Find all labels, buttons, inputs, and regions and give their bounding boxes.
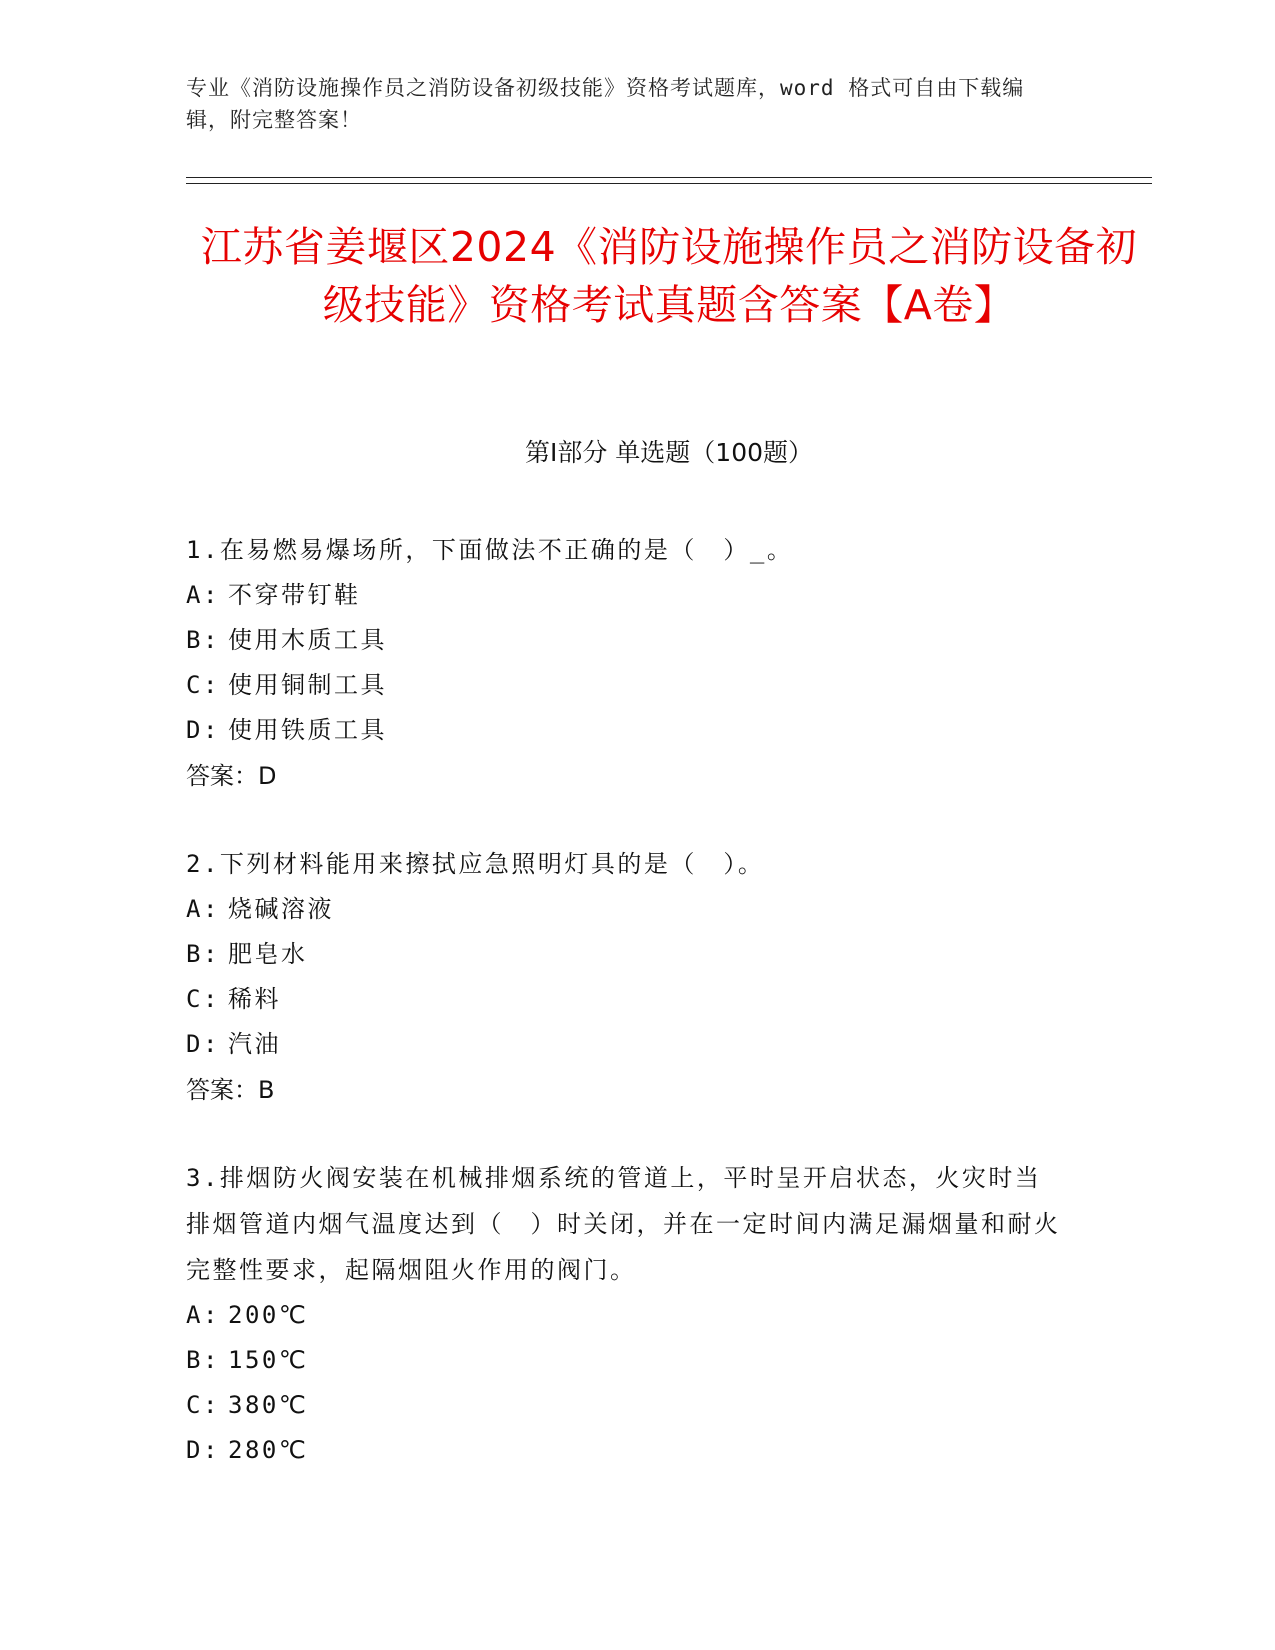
answer-line: 答案：B [186,1076,275,1104]
option-a [186,573,1066,618]
option-b [186,618,1066,663]
question-item [186,527,1066,799]
question-stem: 2.下列材料能用来擦拭应急照明灯具的是（ ）。 [186,850,765,878]
option-a [186,1293,1066,1338]
option-text: 200℃ [228,1301,309,1329]
option-key: D: [186,1030,220,1058]
option-key: A: [186,581,220,609]
option-text: 150℃ [228,1346,309,1374]
option-text: 汽油 [228,1030,281,1058]
option-c [186,663,1066,708]
question-stem: 1.在易燃易爆场所，下面做法不正确的是（ ）_。 [186,536,794,564]
header-divider-bottom [186,183,1152,184]
header-note: 专业《消防设施操作员之消防设备初级技能》资格考试题库，word 格式可自由下载编辑，附完整答案！ [186,76,1025,132]
option-d [186,708,1066,753]
option-text: 肥皂水 [228,940,308,968]
option-a [186,887,1066,932]
option-key: B: [186,626,220,654]
option-c [186,1383,1066,1428]
option-text: 烧碱溶液 [228,895,334,923]
option-d [186,1022,1066,1067]
document-title: 江苏省姜堰区2024《消防设施操作员之消防设备初级技能》资格考试真题含答案【A卷】 [200,223,1138,329]
answer-line: 答案：D [186,762,277,790]
option-d [186,1428,1066,1473]
question-item [186,841,1066,1113]
option-text: 稀料 [228,985,281,1013]
option-text: 280℃ [228,1436,309,1464]
option-key: D: [186,1436,220,1464]
section-title: 第Ⅰ部分 单选题（100题） [524,438,814,467]
option-text: 使用铜制工具 [228,671,387,699]
option-key: C: [186,985,220,1013]
option-text: 使用铁质工具 [228,716,387,744]
option-key: A: [186,895,220,923]
option-text: 使用木质工具 [228,626,387,654]
option-c [186,977,1066,1022]
option-text: 不穿带钉鞋 [228,581,361,609]
option-key: D: [186,716,220,744]
option-key: B: [186,1346,220,1374]
question-list [186,527,1066,1515]
option-key: B: [186,940,220,968]
option-key: C: [186,671,220,699]
header-divider-top [186,177,1152,178]
option-key: C: [186,1391,220,1419]
question-item [186,1155,1066,1473]
option-key: A: [186,1301,220,1329]
option-b [186,932,1066,977]
question-stem: 3.排烟防火阀安装在机械排烟系统的管道上，平时呈开启状态，火灾时当排烟管道内烟气温度达到（ ）时关闭，并在一定时间内满足漏烟量和耐火完整性要求，起隔烟阻火作用的阀门。 [186,1164,1061,1284]
option-b [186,1338,1066,1383]
option-text: 380℃ [228,1391,309,1419]
